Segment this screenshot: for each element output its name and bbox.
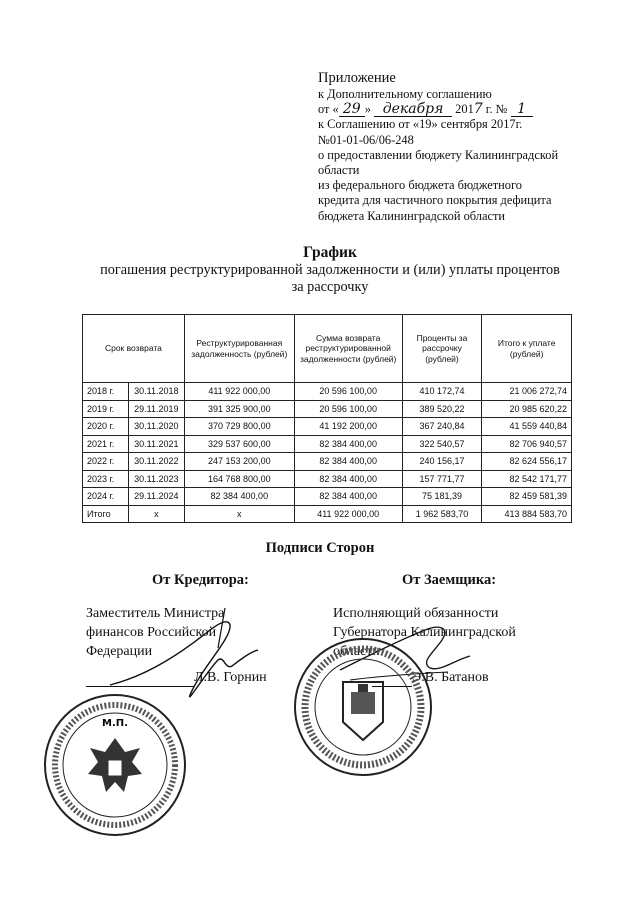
table-row: 2020 г. 30.11.2020 370 729 800,00 41 192 200,00 367 240,84 41 559 440,84 [83, 418, 572, 436]
table-row: 2022 г. 30.11.2022 247 153 200,00 82 384 400,00 240 156,17 82 624 556,17 [83, 453, 572, 471]
header-total: Итого к уплате (рублей) [482, 315, 572, 383]
annex-line4: к Соглашению от «19» сентября 2017г. [318, 117, 523, 132]
annex-line7: области [318, 163, 360, 178]
annex-line5: №01-01-06/06-248 [318, 132, 414, 147]
annex-block [318, 70, 618, 224]
header-repay: Сумма возврата реструктурированной задолженности (рублей) [294, 315, 402, 383]
table-row: 2018 г. 30.11.2018 411 922 000,00 20 596 100,00 410 172,74 21 006 272,74 [83, 383, 572, 401]
table-row: 2023 г. 30.11.2023 164 768 800,00 82 384 400,00 157 771,77 82 542 171,77 [83, 470, 572, 488]
annex-line9: кредита для частичного покрытия дефицита [318, 193, 552, 208]
schedule-subtitle: погашения реструктурированной задолженности и (или) уплаты процентов за рассрочку [100, 262, 560, 295]
handwritten-day: 29 [339, 103, 365, 117]
table-row: 2024 г. 29.11.2024 82 384 400,00 82 384 400,00 75 181,39 82 459 581,39 [83, 488, 572, 506]
creditor-title: Заместитель Министра финансов Российской Федерации [86, 606, 225, 659]
table-header-row [83, 315, 572, 383]
handwritten-year-digit: 7 [473, 101, 483, 118]
creditor-label: От Кредитора: [152, 572, 249, 588]
svg-text:М.П.: М.П. [102, 718, 128, 729]
table-total-row: Итого x x 411 922 000,00 1 962 583,70 413 884 583,70 [83, 505, 572, 523]
borrower-label: От Заемщика: [402, 572, 497, 588]
handwritten-number: 1 [511, 103, 533, 117]
annex-line6: о предоставлении бюджету Калининградской [318, 147, 559, 162]
header-term: Срок возврата [83, 315, 185, 383]
table-row: 2019 г. 29.11.2019 391 325 900,00 20 596 100,00 389 520,22 20 985 620,22 [83, 400, 572, 418]
header-debt: Реструктурированная задолженность (рублей) [184, 315, 294, 383]
annex-date-line: от « 29 » декабря 2017 г. № 1 [318, 102, 618, 117]
annex-line10: бюджета Калининградской области [318, 208, 506, 223]
borrower-title: Исполняющий обязанности Губернатора Калининградской области [333, 606, 516, 659]
annex-line8: из федерального бюджета бюджетного [318, 178, 522, 193]
schedule-title: График [303, 244, 357, 261]
annex-line2: к Дополнительному соглашению [318, 87, 492, 101]
repayment-schedule-table [82, 314, 572, 523]
header-interest: Проценты за рассрочку (рублей) [402, 315, 482, 383]
borrower-name: Э.В. Батанов [412, 670, 489, 685]
creditor-name: Л.В. Горнин [194, 670, 267, 685]
government-seal [288, 632, 438, 782]
annex-title: Приложение [318, 70, 396, 86]
table-row: 2021 г. 30.11.2021 329 537 600,00 82 384 400,00 322 540,57 82 706 940,57 [83, 435, 572, 453]
handwritten-month: декабря [374, 103, 452, 117]
ministry-finance-seal [40, 690, 190, 840]
signatures-heading: Подписи Сторон [265, 540, 375, 556]
